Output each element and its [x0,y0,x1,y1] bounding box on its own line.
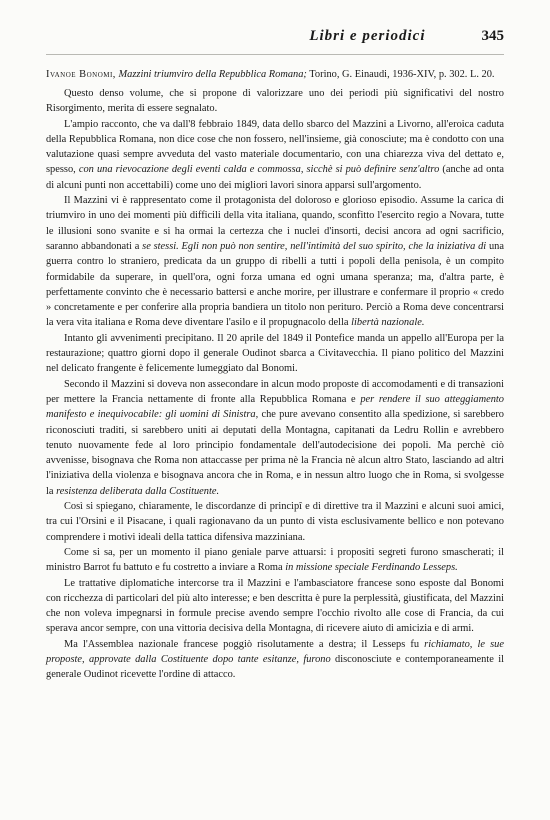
paragraph [46,117,504,193]
text-run: Le trattative diplomatiche intercorse tra il Mazzini e l'ambasciatore francese sono esposte dal Bonomi con ricchezza di particolari del più alto interesse; e ben descritta è pure la perplessità, giustificata, del Mazzini che non voleva impegnarsi in formule precise avendo sempre l'occhio rivolto alle cose di Francia, da cui sperava ancor sempre, con una vittoria decisiva della Montagna, di ricevere aiuto di amicizia e di armi. [46,577,504,635]
text-run: Secondo il Mazzini si doveva non assecondare in alcun modo proposte di accomodamenti e di transazioni per mettere la Francia nettamente di fronte alla Repubblica Romana e [46,378,504,405]
citation-publication: Torino, G. Einaudi, 1936-XIV, p. 302. L. 20. [309,69,495,80]
paragraph [46,193,504,331]
text-run: che pure avevano consentito alla spedizione, si sarebbero riconosciuti traditi, si sarebbero uniti ai deputati della Montagna, capitanati da Ledru Rollin e avrebbero tenuto nuovamente fede al loro principio fondamentale dell'autodecisione dei popoli. Ma perchè ciò avvenisse, bisognava che Roma non attaccasse per prima nè la Francia nè alcun altro Stato, lasciando ad altri l'iniziativa della violenza e bisognava ancora che in Roma, e in nessun altro luogo che in Roma, si svolgesse la [46,409,504,497]
paragraph [46,637,504,683]
text-run: Il Mazzini vi è rappresentato come il protagonista del doloroso e glorioso episodio. Assume la carica di triumviro in uno dei momenti più difficili della vita italiana, quando, sconfitto l'esercito regio a Novara, tutte le illusioni sono svanite e si ha ormai la certezza che i nuclei d'insorti, decisi ancora ad ogni sacrificio, saranno abbandonati a [46,195,504,252]
text-run: Ma l'Assemblea nazionale francese poggiò risolutamente a destra; il Lesseps fu [64,638,425,650]
italic-run: per rendere il suo atteggiamento manifesto e inequivocabile: gli uomini di Sinistra, [46,393,504,421]
italic-run: con una rievocazione degli eventi calda e commossa, sicchè si può definire senz'altro [78,164,440,176]
paragraph [46,331,504,377]
text-run: Intanto gli avvenimenti precipitano. Il 20 aprile del 1849 il Pontefice manda un appello all'Europa per la restaurazione; quattro giorni dopo il generale Oudinot sbarca a Civitavecchia. Il piano politico del Mazzini nel delicato frangente è felicemente lumeggiato dal Bonomi. [46,332,504,375]
text-run: Come si sa, per un momento il piano geniale parve attuarsi: i propositi segreti furono smascherati; il ministro Barrot fu battuto e fu costretto a inviare a Roma [46,546,504,574]
book-citation [46,67,504,82]
text-run: disconosciute e contemporaneamente il generale Oudinot ricevette l'ordine di attacco. [46,653,504,681]
page-number: 345 [481,28,504,44]
citation-title: Mazzini triumviro della Repubblica Romana; [118,69,307,80]
italic-run: in missione speciale Ferdinando Lesseps. [285,562,458,574]
paragraph [46,545,504,576]
running-header [46,28,504,55]
paragraph [46,86,504,117]
citation-author: Ivanoe Bonomi, [46,69,116,80]
italic-run: richiamato, le sue proposte, approvate dalla Costituente dopo tante esitanze, furono [46,638,504,665]
paragraph [46,576,504,637]
paragraph [46,377,504,499]
italic-run: se stessi. Egli non può non sentire, nell'intimità del suo spirito, che la iniziativa di [142,240,487,252]
text-run: Questo denso volume, che si propone di valorizzare uno dei periodi più significativi del nostro Risorgimento, merita di essere segnalato. [46,88,504,115]
text-run: L'ampio racconto, che va dall'8 febbraio 1849, data dello sbarco del Mazzini a Livorno, all'eroica caduta della Repubblica Romana, non dice cose che non fossero, nell'insieme, già conosciute; ma è condotto con una valutazione quasi sempre avveduta del vasto materiale documentario, con una chiarezza viva del dettato e, spesso, [46,118,504,176]
running-title: Libri e periodici [309,28,426,44]
italic-run: libertà nazionale. [351,317,425,329]
paragraph [46,499,504,545]
text-run: Così si spiegano, chiaramente, le discordanze di principî e di direttive tra il Mazzini e alcuni suoi amici, tra cui l'Orsini e il Pisacane, i quali ragionavano da un punto di vista esclusivamente bellico e non potevano comprendere i motivi ideali della tattica difensiva mazziniana. [46,501,504,543]
text-run: (anche ad onta di alcuni punti non accettabili) come uno dei migliori lavori sinora apparsi sull'argomento. [46,164,504,191]
italic-run: resistenza deliberata dalla Costituente. [56,485,220,497]
text-run: una guerra contro lo straniero, predicata da un gruppo di ribelli a tutti i popoli della penisola, è un compito formidabile da superare, in quell'ora, ogni forza umana ed ogni umana speranza; ma, d'altra parte, è perfettamente convinto che è necessario battersi e anche morire, per illustrare e confermare il proprio « credo » concretamente e per conferire alla propria bandiera un titolo non perituro. Perciò a Roma deve concentrarsi la vera vita italiana e Roma deve diventare l'asilo e il propugnacolo della [46,240,504,329]
review-body [46,86,504,683]
